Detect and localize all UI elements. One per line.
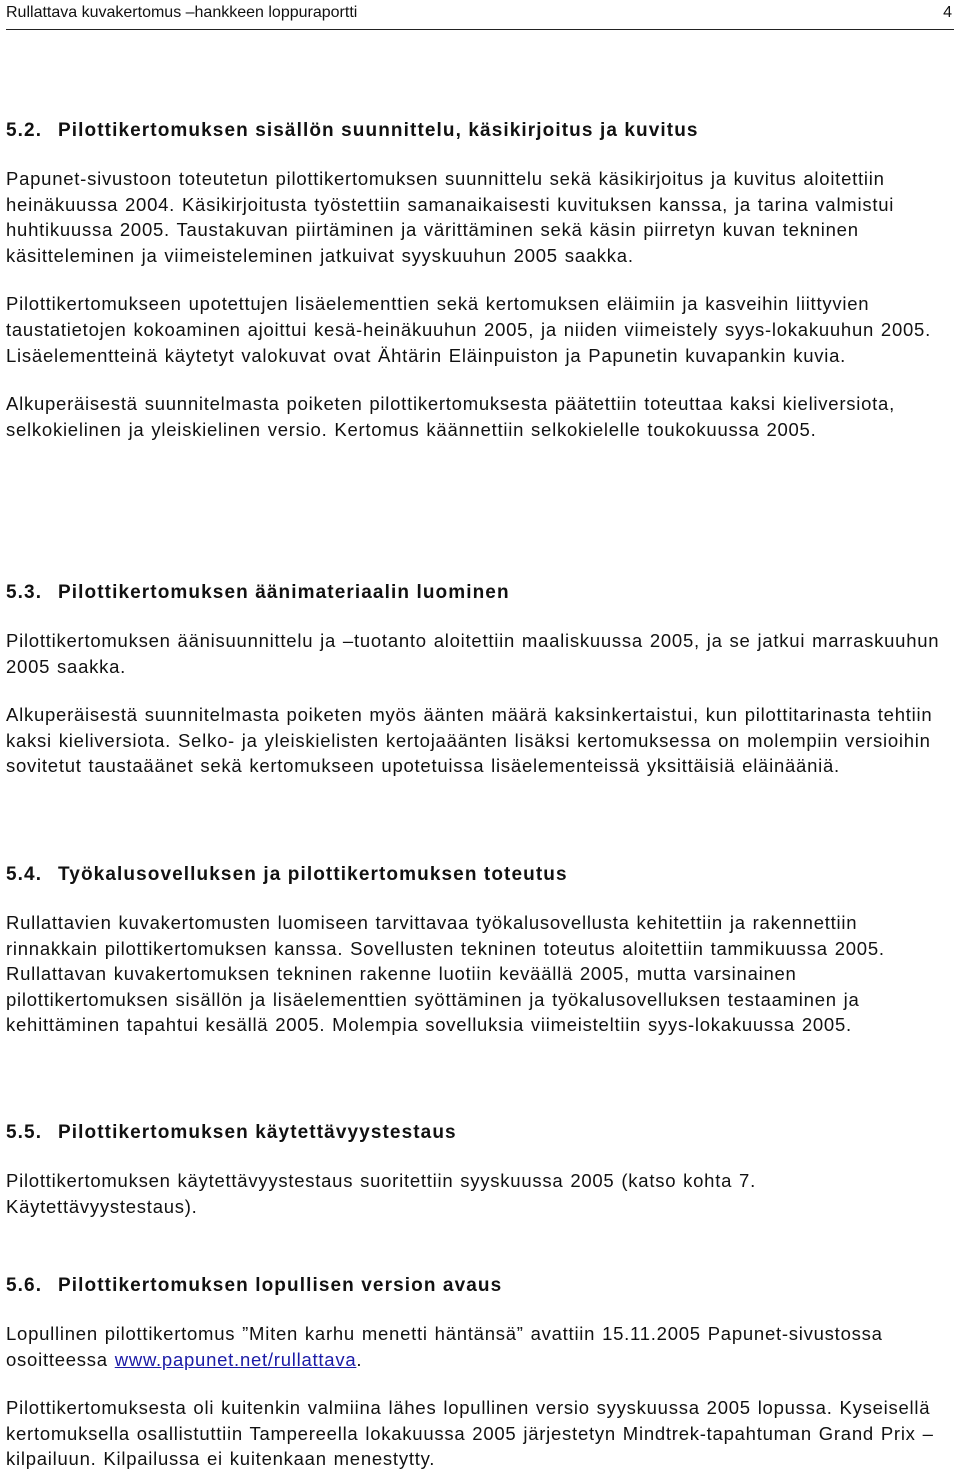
- paragraph: Alkuperäisestä suunnitelmasta poiketen pilottikertomuksesta päätettiin toteuttaa kaksi kieliversiota, selkokielinen ja yleiskielinen versio. Kertomus käännettiin selkokielelle toukokuussa 2005.: [6, 393, 895, 440]
- paragraph-text: Lopullinen pilottikertomus ”Miten karhu menetti häntänsä” avattiin 15.11.2005 Papunet-sivustossa osoitteessa: [6, 1323, 883, 1370]
- section-5-6: [6, 1273, 946, 1472]
- section-heading: [6, 1120, 946, 1146]
- header-page-number: 4: [943, 4, 952, 21]
- section-title: Pilottikertomuksen käytettävyystestaus: [58, 1122, 457, 1143]
- paragraph-text-end: .: [356, 1348, 363, 1370]
- section-number: 5.3.: [6, 582, 43, 603]
- section-5-3: [6, 580, 946, 779]
- section-heading: [6, 118, 946, 144]
- paragraph: Alkuperäisestä suunnitelmasta poiketen myös äänten määrä kaksinkertaistui, kun pilottitarinasta tehtiin kaksi kieliversiota. Selko- ja yleiskielisten kertojaäänten lisäksi kertomuksessa on molempiin versioihin sovitetut taustaäänet sekä kertomukseen upotetuissa lisäelementeissä yksittäisiä eläinääniä.: [6, 704, 933, 777]
- papunet-link[interactable]: www.papunet.net/rullattava: [114, 1348, 357, 1370]
- section-5-2: [6, 118, 946, 442]
- paragraph: Pilottikertomuksen äänisuunnittelu ja –tuotanto aloitettiin maaliskuussa 2005, ja se jatkui marraskuuhun 2005 saakka.: [6, 630, 940, 677]
- section-title: Pilottikertomuksen sisällön suunnittelu, käsikirjoitus ja kuvitus: [58, 120, 699, 141]
- paragraph: Papunet-sivustoon toteutetun pilottikertomuksen suunnittelu sekä käsikirjoitus ja kuvitus aloitettiin heinäkuussa 2004. Käsikirjoitusta työstettiin samanaikaisesti kuvituksen kanssa, ja tarina valmistui huhtikuussa 2005. Taustakuvan piirtäminen ja värittäminen sekä käsin piirretyn kuvan tekninen käsitteleminen ja viimeisteleminen jatkuivat syyskuuhun 2005 saakka.: [6, 168, 895, 266]
- section-number: 5.6.: [6, 1275, 43, 1296]
- paragraph: Pilottikertomuksen käytettävyystestaus suoritettiin syyskuussa 2005 (katso kohta 7. Käytettävyystestaus).: [6, 1170, 756, 1217]
- paragraph: [6, 1321, 946, 1372]
- section-number: 5.2.: [6, 120, 43, 141]
- section-heading: [6, 580, 946, 606]
- section-number: 5.5.: [6, 1122, 43, 1143]
- section-title: Työkalusovelluksen ja pilottikertomuksen toteutus: [58, 864, 568, 885]
- section-heading: [6, 862, 946, 888]
- section-number: 5.4.: [6, 864, 43, 885]
- section-title: Pilottikertomuksen lopullisen version avaus: [58, 1275, 503, 1296]
- section-title: Pilottikertomuksen äänimateriaalin luominen: [58, 582, 510, 603]
- section-5-4: [6, 862, 946, 1038]
- header-rule: [6, 29, 954, 30]
- header-title: Rullattava kuvakertomus –hankkeen loppuraportti: [6, 4, 358, 21]
- section-5-5: [6, 1120, 946, 1219]
- running-header: [6, 0, 954, 26]
- paragraph: Rullattavien kuvakertomusten luomiseen tarvittavaa työkalusovellusta kehitettiin ja rakennettiin rinnakkain pilottikertomuksen kanssa. Sovellusten tekninen toteutus aloitettiin tammikuussa 2005. Rullattavan kuvakertomuksen tekninen rakenne luotiin keväällä 2005, mutta varsinainen pilottikertomuksen sisällön ja lisäelementtien syöttäminen ja työkalusovelluksen testaaminen ja kehittäminen tapahtui kesällä 2005. Molempia sovelluksia viimeisteltiin syys-lokakuussa 2005.: [6, 912, 885, 1036]
- paragraph: Pilottikertomuksesta oli kuitenkin valmiina lähes lopullinen versio syyskuussa 2005 lopussa. Kyseisellä kertomuksella osallistuttiin Tampereella lokakuussa 2005 järjestetyn Mindtrek-tapahtuman Grand Prix –kilpailuun. Kilpailussa ei kuitenkaan menestytty.: [6, 1397, 934, 1470]
- section-heading: [6, 1273, 946, 1299]
- paragraph: Pilottikertomukseen upotettujen lisäelementtien sekä kertomuksen eläimiin ja kasveihin liittyvien taustatietojen kokoaminen ajoittui kesä-heinäkuuhun 2005, ja niiden viimeistely syys-lokakuuhun 2005. Lisäelementteinä käytetyt valokuvat ovat Ähtärin Eläinpuiston ja Papunetin kuvapankin kuvia.: [6, 293, 931, 366]
